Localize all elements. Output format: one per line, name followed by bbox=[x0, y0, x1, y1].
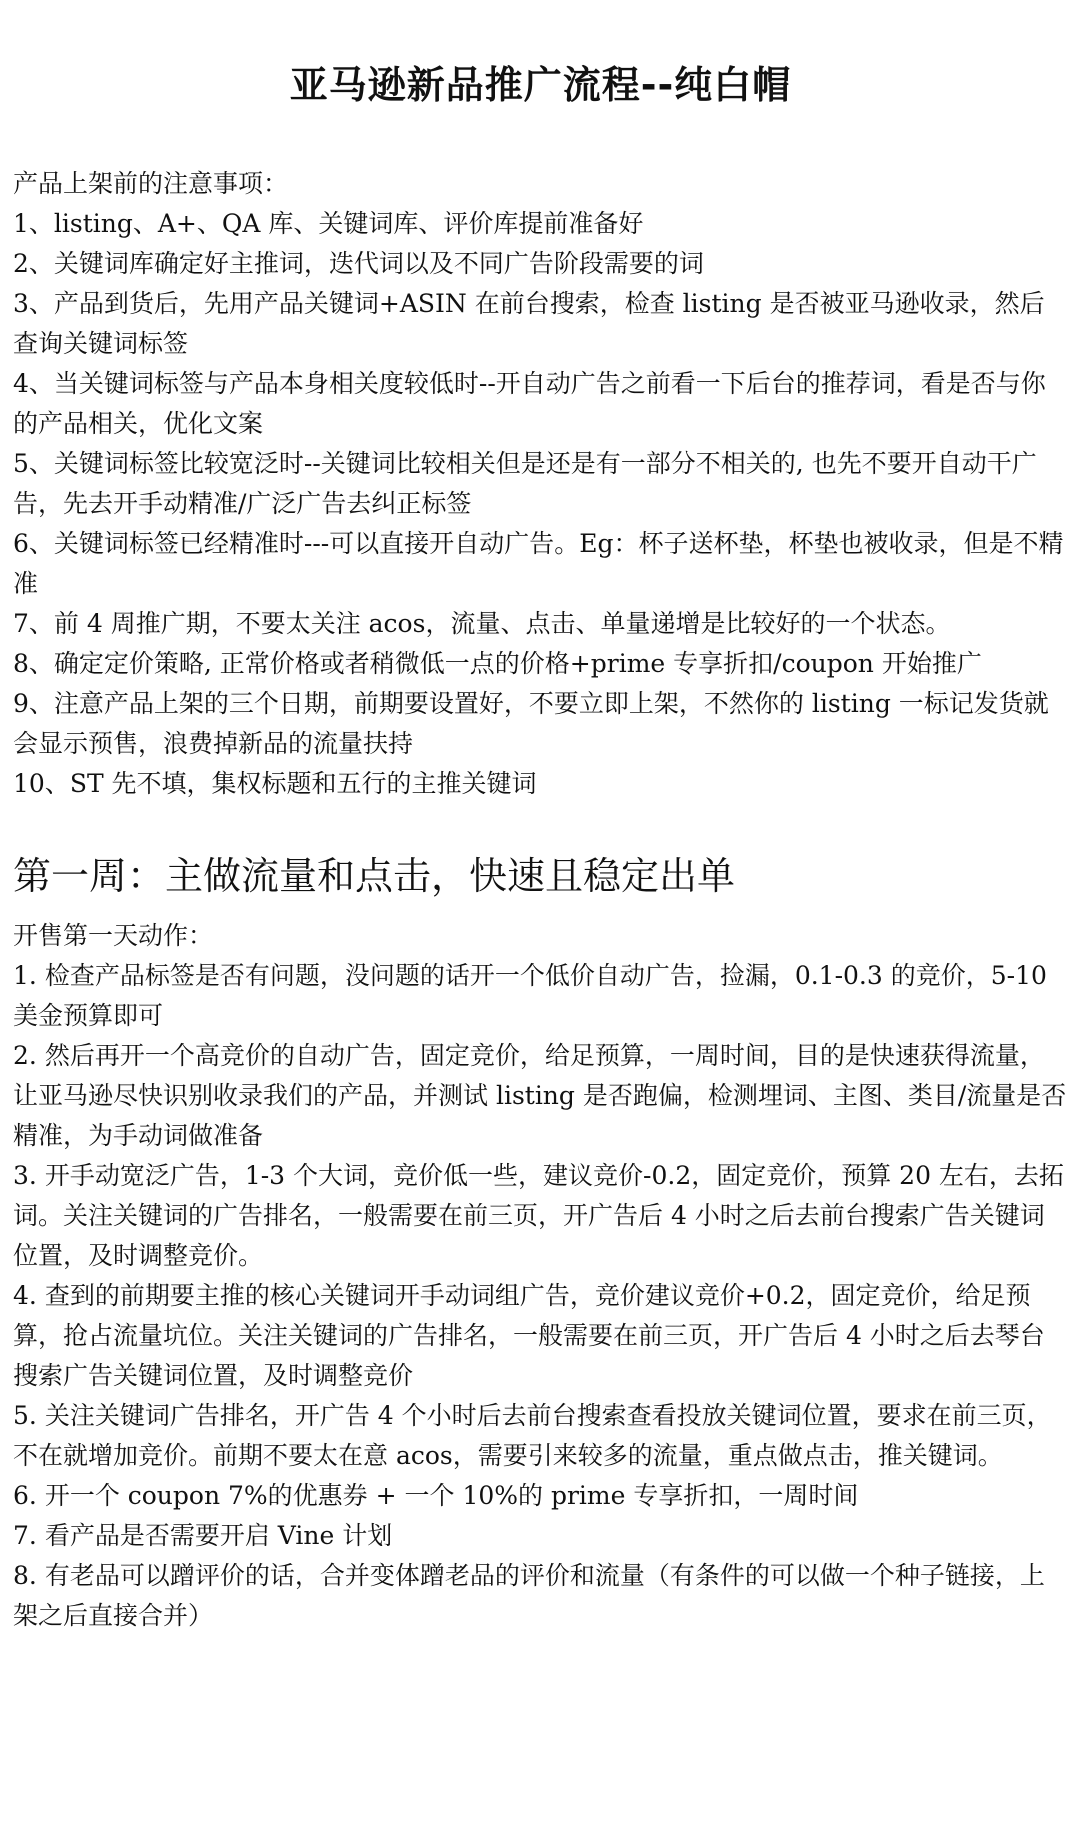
item-number: 1、 bbox=[13, 209, 54, 238]
prelaunch-item-3 bbox=[13, 284, 1068, 364]
item-number: 7. bbox=[13, 1521, 45, 1550]
item-text: listing、A+、QA 库、关键词库、评价库提前准备好 bbox=[53, 209, 644, 238]
week1-item-2 bbox=[13, 1036, 1068, 1156]
item-number: 9、 bbox=[13, 689, 54, 718]
week1-item-4 bbox=[13, 1276, 1068, 1396]
week1-item-6 bbox=[13, 1476, 1068, 1516]
week1-section bbox=[13, 848, 1068, 1636]
week1-item-8 bbox=[13, 1556, 1068, 1636]
item-text: 看产品是否需要开启 Vine 计划 bbox=[44, 1521, 393, 1550]
item-text: ST 先不填，集权标题和五行的主推关键词 bbox=[69, 769, 537, 798]
item-text: 开一个 coupon 7%的优惠券 + 一个 10%的 prime 专享折扣，一周时间 bbox=[44, 1481, 859, 1510]
item-text: 关注关键词广告排名，开广告 4 个小时后去前台搜索查看投放关键词位置，要求在前三页，不在就增加竞价。前期不要太在意 acos，需要引来较多的流量，重点做点击，推关键词。 bbox=[13, 1401, 1052, 1470]
item-number: 8、 bbox=[13, 649, 54, 678]
item-number: 4、 bbox=[13, 369, 54, 398]
item-number: 2. bbox=[13, 1041, 45, 1070]
item-text: 检查产品标签是否有问题，没问题的话开一个低价自动广告，捡漏，0.1-0.3 的竞价，5-10 美金预算即可 bbox=[13, 961, 1047, 1030]
prelaunch-section bbox=[13, 164, 1068, 804]
item-text: 关键词标签已经精准时---可以直接开自动广告。Eg：杯子送杯垫，杯垫也被收录，但是不精准 bbox=[13, 529, 1064, 598]
item-number: 4. bbox=[13, 1281, 45, 1310]
item-text: 关键词库确定好主推词，迭代词以及不同广告阶段需要的词 bbox=[53, 249, 704, 278]
item-number: 6、 bbox=[13, 529, 54, 558]
item-number: 8. bbox=[13, 1561, 45, 1590]
week1-intro: 开售第一天动作： bbox=[13, 921, 214, 950]
prelaunch-list bbox=[13, 204, 1068, 804]
prelaunch-intro: 产品上架前的注意事项： bbox=[13, 169, 289, 198]
item-text: 产品到货后，先用产品关键词+ASIN 在前台搜索，检查 listing 是否被亚马逊收录，然后查询关键词标签 bbox=[13, 289, 1045, 358]
prelaunch-item-5 bbox=[13, 444, 1068, 524]
prelaunch-item-4 bbox=[13, 364, 1068, 444]
week1-item-3 bbox=[13, 1156, 1068, 1276]
week1-list bbox=[13, 956, 1068, 1636]
prelaunch-item-7 bbox=[13, 604, 1068, 644]
item-number: 3. bbox=[13, 1161, 45, 1190]
item-text: 然后再开一个高竞价的自动广告，固定竞价，给足预算，一周时间，目的是快速获得流量，让亚马逊尽快识别收录我们的产品，并测试 listing 是否跑偏，检测埋词、主图、类目/流量是否精准，为手动词做准备 bbox=[13, 1041, 1067, 1150]
item-number: 1. bbox=[13, 961, 45, 990]
item-number: 10、 bbox=[13, 769, 70, 798]
prelaunch-item-9 bbox=[13, 684, 1068, 764]
item-number: 7、 bbox=[13, 609, 54, 638]
item-text: 有老品可以蹭评价的话，合并变体蹭老品的评价和流量（有条件的可以做一个种子链接，上架之后直接合并） bbox=[13, 1561, 1045, 1630]
week1-heading: 第一周：主做流量和点击，快速且稳定出单 bbox=[13, 854, 736, 898]
item-number: 5. bbox=[13, 1401, 45, 1430]
prelaunch-item-10 bbox=[13, 764, 1068, 804]
week1-item-5 bbox=[13, 1396, 1068, 1476]
item-text: 注意产品上架的三个日期，前期要设置好，不要立即上架，不然你的 listing 一标记发货就会显示预售，浪费掉新品的流量扶持 bbox=[13, 689, 1049, 758]
item-text: 开手动宽泛广告，1-3 个大词，竞价低一些，建议竞价-0.2，固定竞价，预算 20 左右，去拓词。关注关键词的广告排名，一般需要在前三页，开广告后 4 小时之后去前台搜索广告关键词位置，及时调整竞价。 bbox=[13, 1161, 1064, 1270]
prelaunch-item-8 bbox=[13, 644, 1068, 684]
item-text: 查到的前期要主推的核心关键词开手动词组广告，竞价建议竞价+0.2，固定竞价，给足预算，抢占流量坑位。关注关键词的广告排名，一般需要在前三页，开广告后 4 小时之后去琴台搜索广告关键词位置，及时调整竞价 bbox=[13, 1281, 1045, 1390]
item-number: 6. bbox=[13, 1481, 45, 1510]
week1-item-7 bbox=[13, 1516, 1068, 1556]
item-text: 关键词标签比较宽泛时--关键词比较相关但是还是有一部分不相关的, 也先不要开自动干广告，先去开手动精准/广泛广告去纠正标签 bbox=[13, 449, 1037, 518]
document-title: 亚马逊新品推广流程--纯白帽 bbox=[289, 63, 792, 107]
prelaunch-item-2 bbox=[13, 244, 1068, 284]
prelaunch-item-1 bbox=[13, 204, 1068, 244]
item-text: 当关键词标签与产品本身相关度较低时--开自动广告之前看一下后台的推荐词，看是否与你的产品相关，优化文案 bbox=[13, 369, 1046, 438]
item-number: 5、 bbox=[13, 449, 54, 478]
item-number: 3、 bbox=[13, 289, 54, 318]
prelaunch-item-6 bbox=[13, 524, 1068, 604]
item-number: 2、 bbox=[13, 249, 54, 278]
item-text: 确定定价策略, 正常价格或者稍微低一点的价格+prime 专享折扣/coupon 开始推广 bbox=[53, 649, 982, 678]
item-text: 前 4 周推广期，不要太关注 acos，流量、点击、单量递增是比较好的一个状态。 bbox=[53, 609, 951, 638]
week1-item-1 bbox=[13, 956, 1068, 1036]
